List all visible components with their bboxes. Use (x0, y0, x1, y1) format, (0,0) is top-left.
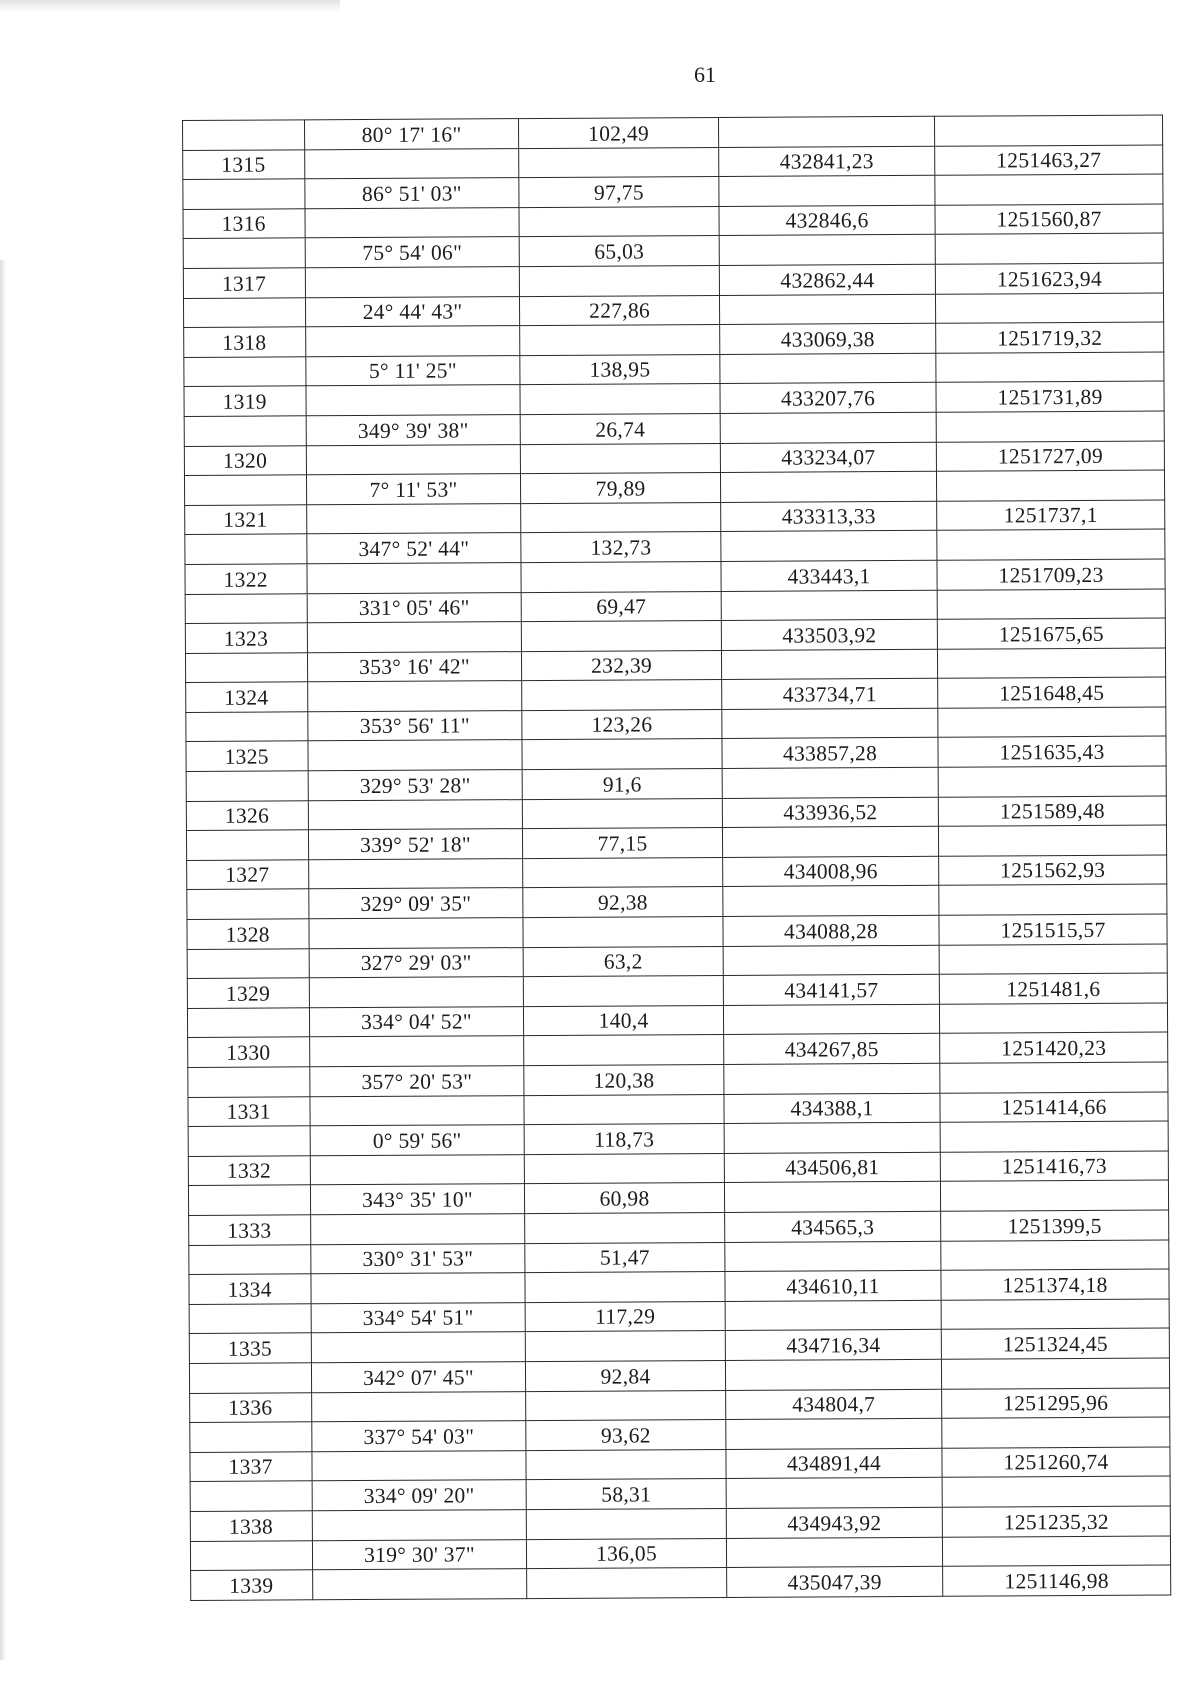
y-coordinate-cell: 1251414,66 (940, 1092, 1168, 1123)
x-coordinate-cell: 434088,28 (723, 915, 939, 946)
point-number-cell: 1336 (190, 1392, 312, 1422)
point-number-cell: 1327 (187, 860, 309, 890)
x-coordinate-cell: 433069,38 (720, 323, 936, 354)
bearing-cell: 353° 16' 42" (307, 651, 521, 682)
length-cell: 26,74 (520, 413, 720, 444)
length-cell-empty (524, 1035, 724, 1066)
length-cell: 140,4 (523, 1005, 723, 1036)
y-coordinate-cell: 1251374,18 (941, 1269, 1169, 1300)
y-cell-empty (940, 1121, 1168, 1152)
y-coordinate-cell: 1251562,93 (939, 855, 1167, 886)
x-cell-empty (723, 1004, 939, 1035)
y-coordinate-cell: 1251727,09 (936, 441, 1164, 472)
point-cell-empty (184, 357, 306, 387)
point-number-cell: 1320 (184, 445, 306, 475)
length-cell: 117,29 (525, 1301, 725, 1332)
length-cell-empty (519, 206, 719, 237)
point-row (184, 441, 1164, 476)
point-number-cell: 1332 (188, 1156, 310, 1186)
y-cell-empty (934, 115, 1162, 146)
point-number-cell: 1319 (184, 386, 306, 416)
length-cell-empty (525, 1331, 725, 1362)
bearing-cell: 86° 51' 03" (305, 178, 519, 209)
x-coordinate-cell: 434716,34 (725, 1330, 941, 1361)
length-cell: 123,26 (522, 709, 722, 740)
point-cell-empty (190, 1422, 312, 1452)
x-cell-empty (721, 531, 937, 562)
length-cell: 102,49 (518, 118, 718, 149)
x-cell-empty (720, 471, 936, 502)
x-cell-empty (725, 1359, 941, 1390)
length-cell: 93,62 (526, 1420, 726, 1451)
point-cell-empty (185, 652, 307, 682)
y-coordinate-cell: 1251235,32 (942, 1506, 1170, 1537)
y-cell-empty (941, 1240, 1169, 1271)
x-coordinate-cell: 433936,52 (722, 797, 938, 828)
y-coordinate-cell: 1251515,57 (939, 914, 1167, 945)
length-cell: 227,86 (519, 295, 719, 326)
y-cell-empty (942, 1417, 1170, 1448)
x-coordinate-cell: 434506,81 (724, 1152, 940, 1183)
bearing-cell: 334° 54' 51" (311, 1302, 525, 1333)
point-cell-empty (190, 1481, 312, 1511)
y-cell-empty (938, 707, 1166, 738)
point-row (183, 145, 1163, 180)
y-cell-empty (940, 1180, 1168, 1211)
y-cell-empty (942, 1476, 1170, 1507)
point-cell-empty (183, 120, 305, 150)
length-cell: 92,38 (523, 887, 723, 918)
x-coordinate-cell: 432841,23 (719, 146, 935, 177)
scan-shadow-top (0, 0, 340, 12)
point-row (185, 618, 1165, 653)
bearing-cell-empty (309, 918, 523, 949)
x-coordinate-cell: 434804,7 (726, 1389, 942, 1420)
y-coordinate-cell: 1251719,32 (936, 322, 1164, 353)
point-row (189, 1210, 1169, 1245)
length-cell-empty (521, 502, 721, 533)
bearing-cell-empty (312, 1450, 526, 1481)
y-cell-empty (936, 411, 1164, 442)
bearing-cell: 330° 31' 53" (311, 1243, 525, 1274)
bearing-cell: 353° 56' 11" (308, 710, 522, 741)
point-number-cell: 1337 (190, 1452, 312, 1482)
x-coordinate-cell: 433734,71 (722, 679, 938, 710)
x-cell-empty (719, 175, 935, 206)
bearing-cell-empty (305, 148, 519, 179)
x-coordinate-cell: 433857,28 (722, 738, 938, 769)
bearing-cell-empty (310, 1154, 524, 1185)
bearing-cell-empty (310, 1036, 524, 1067)
x-cell-empty (722, 708, 938, 739)
bearing-cell: 334° 09' 20" (312, 1480, 526, 1511)
y-cell-empty (942, 1536, 1170, 1567)
bearing-cell: 334° 04' 52" (309, 1006, 523, 1037)
y-cell-empty (936, 470, 1164, 501)
length-cell-empty (522, 680, 722, 711)
length-cell: 138,95 (520, 354, 720, 385)
bearing-cell-empty (309, 977, 523, 1008)
y-cell-empty (935, 174, 1163, 205)
x-cell-empty (723, 945, 939, 976)
bearing-cell-empty (309, 858, 523, 889)
length-cell: 136,05 (526, 1538, 726, 1569)
point-row (189, 1269, 1169, 1304)
length-cell: 118,73 (524, 1124, 724, 1155)
x-cell-empty (724, 1122, 940, 1153)
bearing-cell-empty (305, 267, 519, 298)
y-cell-empty (936, 352, 1164, 383)
point-row (183, 204, 1163, 239)
page-number: 61 (694, 62, 716, 87)
bearing-cell-empty (310, 1095, 524, 1126)
bearing-cell-empty (307, 503, 521, 534)
bearing-cell: 7° 11' 53" (306, 474, 520, 505)
bearing-cell: 75° 54' 06" (305, 237, 519, 268)
x-cell-empty (722, 767, 938, 798)
length-cell-empty (519, 147, 719, 178)
x-cell-empty (718, 116, 934, 147)
x-coordinate-cell: 433207,76 (720, 383, 936, 414)
table-body (183, 115, 1171, 1600)
point-row (188, 1151, 1168, 1186)
length-cell-empty (525, 1272, 725, 1303)
y-cell-empty (939, 1003, 1167, 1034)
x-cell-empty (719, 294, 935, 325)
y-coordinate-cell: 1251420,23 (940, 1032, 1168, 1063)
length-cell: 51,47 (525, 1242, 725, 1273)
point-row (185, 559, 1165, 594)
y-cell-empty (940, 1062, 1168, 1093)
bearing-cell: 347° 52' 44" (307, 533, 521, 564)
length-cell: 132,73 (521, 532, 721, 563)
point-row (184, 322, 1164, 357)
point-cell-empty (189, 1244, 311, 1274)
length-cell: 120,38 (524, 1064, 724, 1095)
bearing-cell: 349° 39' 38" (306, 415, 520, 446)
y-coordinate-cell: 1251463,27 (935, 145, 1163, 176)
length-cell: 79,89 (520, 473, 720, 504)
point-cell-empty (188, 1126, 310, 1156)
point-row (190, 1447, 1170, 1482)
x-coordinate-cell: 434267,85 (724, 1034, 940, 1065)
y-coordinate-cell: 1251481,6 (939, 973, 1167, 1004)
y-cell-empty (937, 589, 1165, 620)
bearing-cell: 80° 17' 16" (305, 119, 519, 150)
point-number-cell: 1330 (188, 1037, 310, 1067)
bearing-cell-empty (312, 1510, 526, 1541)
y-cell-empty (937, 529, 1165, 560)
point-number-cell: 1318 (184, 327, 306, 357)
length-cell-empty (519, 265, 719, 296)
x-cell-empty (722, 827, 938, 858)
point-cell-empty (187, 1008, 309, 1038)
x-coordinate-cell: 433443,1 (721, 560, 937, 591)
point-cell-empty (188, 1185, 310, 1215)
x-coordinate-cell: 432846,6 (719, 205, 935, 236)
point-number-cell: 1331 (188, 1096, 310, 1126)
point-cell-empty (184, 475, 306, 505)
point-number-cell: 1335 (189, 1333, 311, 1363)
point-row (187, 973, 1167, 1008)
x-coordinate-cell: 434891,44 (726, 1448, 942, 1479)
length-cell-empty (520, 443, 720, 474)
length-cell-empty (527, 1568, 727, 1599)
point-number-cell: 1334 (189, 1274, 311, 1304)
length-cell: 91,6 (522, 769, 722, 800)
length-cell: 58,31 (526, 1479, 726, 1510)
point-number-cell: 1329 (187, 978, 309, 1008)
bearing-cell: 337° 54' 03" (312, 1421, 526, 1452)
x-cell-empty (719, 235, 935, 266)
length-cell-empty (525, 1212, 725, 1243)
y-coordinate-cell: 1251560,87 (935, 204, 1163, 235)
x-coordinate-cell: 434388,1 (724, 1093, 940, 1124)
point-cell-empty (183, 238, 305, 268)
y-coordinate-cell: 1251260,74 (942, 1447, 1170, 1478)
point-number-cell: 1317 (183, 268, 305, 298)
point-number-cell: 1338 (190, 1511, 312, 1541)
x-coordinate-cell: 433234,07 (720, 442, 936, 473)
length-cell-empty (524, 1094, 724, 1125)
point-row (191, 1565, 1171, 1600)
x-cell-empty (723, 886, 939, 917)
x-coordinate-cell: 434141,57 (723, 975, 939, 1006)
point-cell-empty (186, 712, 308, 742)
point-number-cell: 1316 (183, 209, 305, 239)
point-cell-empty (190, 1540, 312, 1570)
y-cell-empty (941, 1299, 1169, 1330)
y-cell-empty (935, 233, 1163, 264)
x-cell-empty (721, 649, 937, 680)
point-number-cell: 1322 (185, 564, 307, 594)
length-cell-empty (524, 1153, 724, 1184)
x-cell-empty (724, 1182, 940, 1213)
bearing-cell-empty (307, 622, 521, 653)
length-cell-empty (523, 976, 723, 1007)
x-coordinate-cell: 433313,33 (721, 501, 937, 532)
length-cell-empty (523, 917, 723, 948)
length-cell-empty (523, 857, 723, 888)
y-cell-empty (937, 648, 1165, 679)
x-cell-empty (726, 1418, 942, 1449)
x-cell-empty (725, 1300, 941, 1331)
point-row (190, 1388, 1170, 1423)
bearing-cell-empty (308, 799, 522, 830)
x-coordinate-cell: 432862,44 (719, 264, 935, 295)
bearing-cell-empty (307, 563, 521, 594)
length-cell-empty (520, 384, 720, 415)
bearing-cell: 342° 07' 45" (311, 1362, 525, 1393)
bearing-cell: 0° 59' 56" (310, 1125, 524, 1156)
point-number-cell: 1326 (186, 800, 308, 830)
bearing-cell-empty (306, 385, 520, 416)
point-row (188, 1032, 1168, 1067)
length-cell-empty (526, 1390, 726, 1421)
point-row (183, 263, 1163, 298)
x-coordinate-cell: 434565,3 (725, 1211, 941, 1242)
bearing-cell-empty (311, 1273, 525, 1304)
bearing-cell: 24° 44' 43" (305, 296, 519, 327)
point-row (186, 677, 1166, 712)
point-number-cell: 1315 (183, 149, 305, 179)
bearing-cell-empty (306, 444, 520, 475)
bearing-cell-empty (311, 1214, 525, 1245)
length-cell-empty (520, 325, 720, 356)
point-cell-empty (186, 830, 308, 860)
length-cell: 60,98 (524, 1183, 724, 1214)
point-row (186, 736, 1166, 771)
bearing-cell: 331° 05' 46" (307, 592, 521, 623)
y-coordinate-cell: 1251416,73 (940, 1151, 1168, 1182)
y-coordinate-cell: 1251635,43 (938, 736, 1166, 767)
y-coordinate-cell: 1251675,65 (937, 618, 1165, 649)
bearing-cell: 327° 29' 03" (309, 947, 523, 978)
point-number-cell: 1333 (189, 1215, 311, 1245)
y-coordinate-cell: 1251295,96 (942, 1388, 1170, 1419)
x-coordinate-cell: 433503,92 (721, 619, 937, 650)
point-cell-empty (183, 179, 305, 209)
x-cell-empty (721, 590, 937, 621)
point-cell-empty (184, 416, 306, 446)
y-coordinate-cell: 1251731,89 (936, 381, 1164, 412)
point-cell-empty (185, 534, 307, 564)
x-coordinate-cell: 434008,96 (723, 856, 939, 887)
scan-shadow-left (0, 260, 6, 1660)
bearing-cell-empty (306, 326, 520, 357)
y-cell-empty (939, 944, 1167, 975)
point-row (186, 796, 1166, 831)
point-number-cell: 1323 (185, 623, 307, 653)
point-cell-empty (186, 771, 308, 801)
length-cell: 63,2 (523, 946, 723, 977)
y-coordinate-cell: 1251737,1 (937, 500, 1165, 531)
length-cell-empty (526, 1508, 726, 1539)
length-cell: 65,03 (519, 236, 719, 267)
point-cell-empty (183, 297, 305, 327)
x-coordinate-cell: 434943,92 (726, 1507, 942, 1538)
x-cell-empty (725, 1241, 941, 1272)
y-coordinate-cell: 1251399,5 (941, 1210, 1169, 1241)
point-cell-empty (187, 889, 309, 919)
point-number-cell: 1324 (186, 682, 308, 712)
y-cell-empty (941, 1358, 1169, 1389)
point-cell-empty (187, 948, 309, 978)
x-cell-empty (720, 412, 936, 443)
length-cell-empty (522, 798, 722, 829)
y-coordinate-cell: 1251623,94 (935, 263, 1163, 294)
point-number-cell: 1328 (187, 919, 309, 949)
bearing-cell: 319° 30' 37" (312, 1539, 526, 1570)
bearing-cell: 339° 52' 18" (308, 829, 522, 860)
point-cell-empty (188, 1067, 310, 1097)
point-row (190, 1506, 1170, 1541)
bearing-cell: 357° 20' 53" (310, 1066, 524, 1097)
length-cell-empty (521, 561, 721, 592)
y-coordinate-cell: 1251146,98 (943, 1565, 1171, 1596)
length-cell-empty (522, 739, 722, 770)
y-cell-empty (938, 825, 1166, 856)
bearing-cell-empty (311, 1332, 525, 1363)
length-cell: 92,84 (525, 1360, 725, 1391)
bearing-cell-empty (308, 681, 522, 712)
bearing-cell-empty (305, 207, 519, 238)
point-number-cell: 1321 (185, 505, 307, 535)
point-cell-empty (189, 1363, 311, 1393)
point-row (187, 855, 1167, 890)
y-coordinate-cell: 1251324,45 (941, 1328, 1169, 1359)
y-coordinate-cell: 1251648,45 (938, 677, 1166, 708)
bearing-cell: 329° 53' 28" (308, 770, 522, 801)
bearing-cell-empty (313, 1569, 527, 1600)
bearing-cell: 5° 11' 25" (306, 355, 520, 386)
y-cell-empty (939, 884, 1167, 915)
y-cell-empty (938, 766, 1166, 797)
point-number-cell: 1339 (191, 1570, 313, 1600)
x-coordinate-cell: 434610,11 (725, 1270, 941, 1301)
x-cell-empty (726, 1478, 942, 1509)
length-cell: 77,15 (522, 828, 722, 859)
x-cell-empty (724, 1063, 940, 1094)
y-coordinate-cell: 1251709,23 (937, 559, 1165, 590)
coordinates-table (182, 115, 1171, 1601)
point-cell-empty (185, 593, 307, 623)
bearing-cell-empty (312, 1391, 526, 1422)
length-cell: 97,75 (519, 177, 719, 208)
length-cell: 69,47 (521, 591, 721, 622)
y-coordinate-cell: 1251589,48 (938, 796, 1166, 827)
length-cell-empty (526, 1449, 726, 1480)
point-row (188, 1092, 1168, 1127)
point-cell-empty (189, 1304, 311, 1334)
point-row (184, 381, 1164, 416)
length-cell-empty (521, 621, 721, 652)
y-cell-empty (935, 293, 1163, 324)
x-cell-empty (726, 1537, 942, 1568)
length-cell: 232,39 (521, 650, 721, 681)
bearing-cell: 343° 35' 10" (310, 1184, 524, 1215)
point-row (185, 500, 1165, 535)
bearing-cell-empty (308, 740, 522, 771)
x-cell-empty (720, 353, 936, 384)
point-row (189, 1328, 1169, 1363)
point-row (187, 914, 1167, 949)
bearing-cell: 329° 09' 35" (309, 888, 523, 919)
x-coordinate-cell: 435047,39 (727, 1566, 943, 1597)
point-number-cell: 1325 (186, 741, 308, 771)
